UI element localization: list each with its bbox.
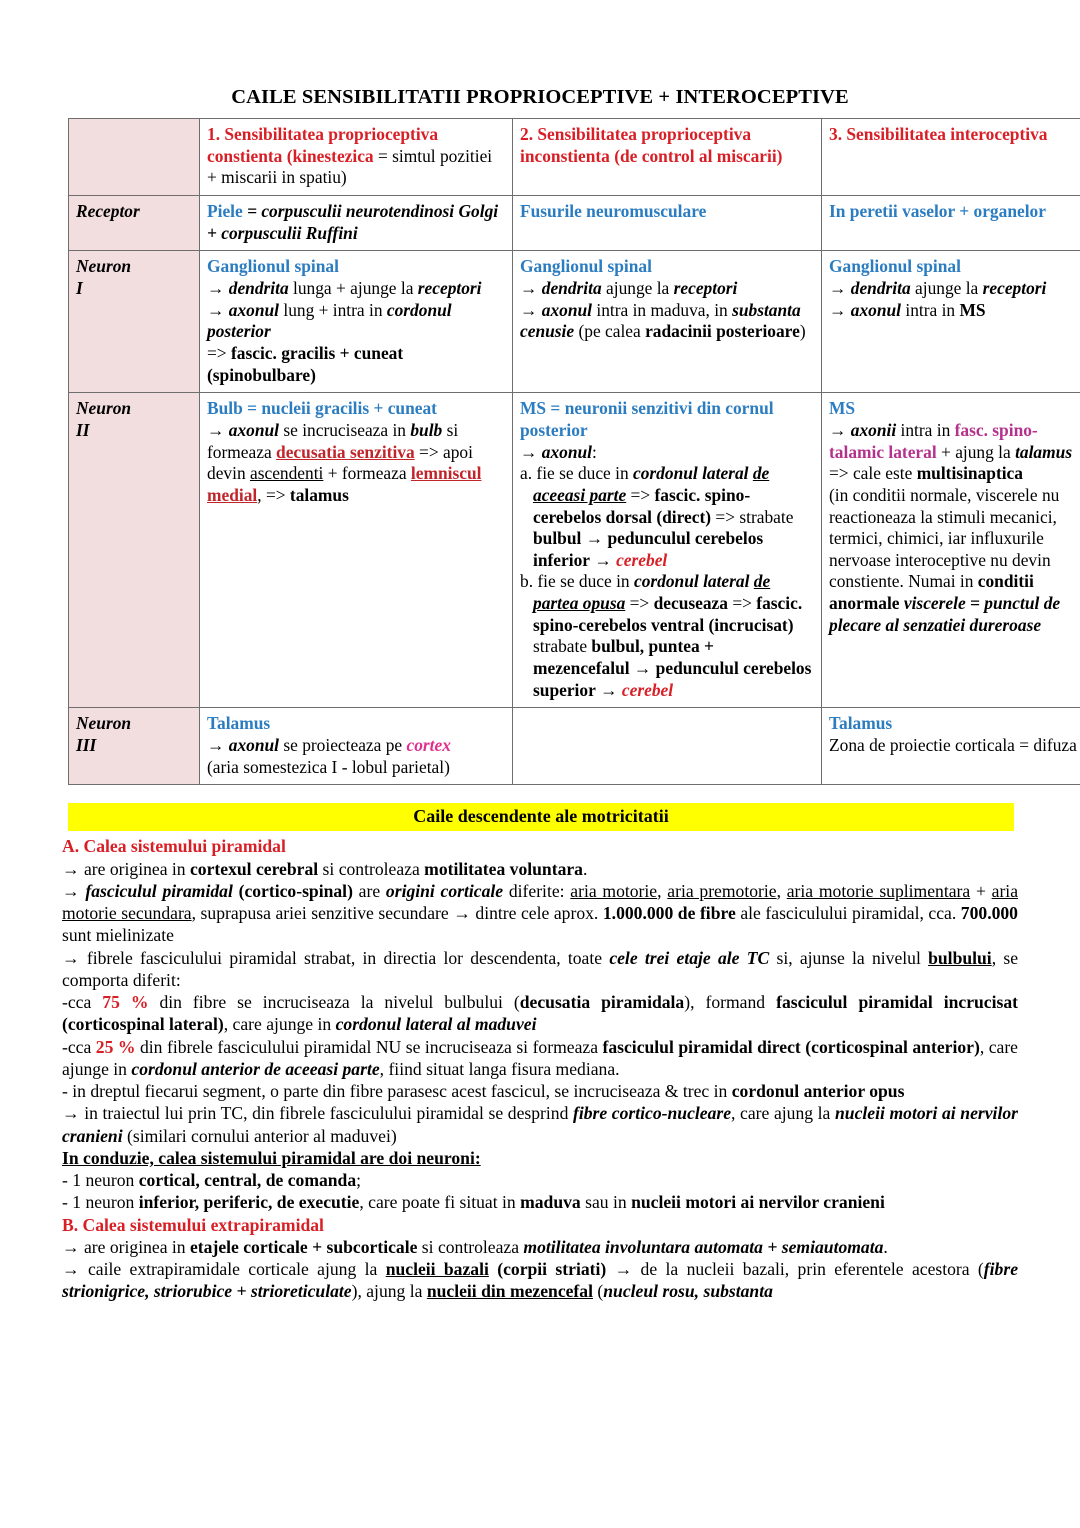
neuron-iii-col3 (822, 708, 1080, 785)
conclusion-text: In conduzie, calea sistemului piramidal are doi neuroni: (62, 1147, 481, 1168)
receptor-col2 (513, 195, 822, 250)
para-a1: → are originea in cortexul cerebral si controleaza motilitatea voluntara. (62, 858, 588, 879)
neuron-ii-col1-body: → axonul se incruciseaza in bulb si formeaza decusatia senzitiva => apoi devin ascendenti + formeaza lemniscul medial, => talamus (207, 419, 482, 505)
rowhead-neuron-ii (69, 393, 200, 708)
neuron-ii-col2-la: a. fie se duce in cordonul lateral de aceeasi parte => fascic. spino-cerebelos dorsal (direct) => strabate bulbul → pedunculul cerebelos inferior → cerebel (520, 463, 794, 570)
neuron-i-col2-blue: Ganglionul spinal (520, 256, 652, 277)
table-row-neuron-ii (69, 393, 1080, 708)
bullet-a3: - in dreptul fiecarui segment, o parte din fibre parasesc acest fascicul, se incruciseaza & trec in cordonul anterior opus (62, 1081, 905, 1102)
receptor-col1 (200, 195, 513, 250)
receptor-col3-blue: In peretii vaselor + organelor (829, 200, 1046, 221)
rowhead-neuron-iii-word: Neuron (76, 713, 132, 734)
para-a2: → fasciculul piramidal (cortico-spinal) are origini corticale diferite: aria motorie, aria premotorie, aria motorie suplimentara + aria motorie secundara, suprapusa ariei senzitive secundare → dintre cele aprox. 1.000.000 de fibre ale fasciculului piramidal, cca. 700.000 sunt mielinizate (62, 880, 1019, 946)
neuron-i-col3-l1: → dendrita ajunge la receptori (829, 277, 1047, 298)
neuron-iii-col1-l2: (aria somestezica I - lobul parietal) (207, 756, 450, 777)
rowhead-neuron-i (69, 251, 200, 393)
receptor-col3 (822, 195, 1080, 250)
neuron-ii-col1 (200, 393, 513, 708)
neuron-i-col1 (200, 251, 513, 393)
neuron-iii-col1 (200, 708, 513, 785)
neuron-ii-col3 (822, 393, 1080, 708)
rowhead-neuron-ii-word: Neuron (76, 398, 132, 419)
header-cell-col1 (200, 119, 513, 196)
receptor-col1-blue: Piele (207, 200, 243, 221)
neuron-iii-col2 (513, 708, 822, 785)
neuron-i-col1-l2: → axonul lung + intra in cordonul posterior (207, 299, 452, 342)
table-corner-cell (69, 119, 200, 196)
neuron-ii-col3-l2: (in conditii normale, viscerele nu reactioneaza la stimuli mecanici, termici, chimici, iar influxurile nervoase interoceptive nu devin constiente. Numai in conditii anormale viscerele = punctul de plecare al senzatiei dureroase (829, 484, 1061, 635)
neuron-ii-col3-blue: MS (829, 398, 856, 419)
neuron-i-col3-l2: → axonul intra in MS (829, 299, 986, 320)
rowhead-neuron-ii-num: II (76, 419, 90, 440)
table-header-row (69, 119, 1080, 196)
col1-title-plain: = simtul pozitiei + miscarii in spatiu) (207, 145, 493, 188)
table-row-receptor (69, 195, 1080, 250)
neuron-ii-col1-blue: Bulb = nucleii gracilis + cuneat (207, 398, 437, 419)
header-cell-col3 (822, 119, 1080, 196)
neuron-ii-col2-lb: b. fie se duce in cordonul lateral de partea opusa => decuseaza => fascic. spino-cerebelos ventral (incrucisat) strabate bulbul, puntea + mezencefalul → pedunculul cerebelos superior → cerebel (520, 571, 812, 700)
neuron-i-col1-l3: => fascic. gracilis + cuneat (spinobulbare) (207, 342, 404, 385)
neuron-iii-col1-l1: → axonul se proiecteaza pe cortex (207, 735, 451, 756)
neuron-i-col2-l1: → dendrita ajunge la receptori (520, 277, 738, 298)
header-cell-col2 (513, 119, 822, 196)
neuron-iii-col3-l1: Zona de proiectie corticala = difuza (829, 735, 1077, 756)
neuron-ii-col3-l1: → axonii intra in fasc. spino-talamic lateral + ajung la talamus => cale este multisinaptica (829, 419, 1073, 484)
table-row-neuron-iii (69, 708, 1080, 785)
neuron-i-col2 (513, 251, 822, 393)
para-b2: → caile extrapiramidale corticale ajung la nucleii bazali (corpii striati) → de la nucleii bazali, prin eferentele acestora (fibre strionigrice, striorubice + strioreticulate), ajung la nucleii din mezencefal (nucleul rosu, substanta (62, 1259, 1018, 1302)
rowhead-neuron-i-word: Neuron (76, 256, 132, 277)
neuron-ii-col2 (513, 393, 822, 708)
section-banner: Caile descendente ale motricitatii (68, 803, 1014, 831)
para-a4: → in traiectul lui prin TC, din fibrele fasciculului piramidal se desprind fibre cortico-nucleare, care ajung la nucleii motori ai nervilor cranieni (similari cornului anterior al maduvei) (62, 1103, 1018, 1146)
page-title: CAILE SENSIBILITATII PROPRIOCEPTIVE + INTEROCEPTIVE (231, 86, 849, 108)
neuron-i-col1-l1: → dendrita lunga + ajunge la receptori (207, 277, 482, 298)
col2-title-red: 2. Sensibilitatea proprioceptiva inconstienta (de control al miscarii) (520, 124, 783, 166)
neuron-i-col1-blue: Ganglionul spinal (207, 256, 339, 277)
table-row-neuron-i (69, 251, 1080, 393)
bullet-a2: -cca 25 % din fibrele fasciculului piramidal NU se incruciseaza si formeaza fasciculul piramidal direct (corticospinal anterior), care ajunge in cordonul anterior de aceeasi parte, fiind situat langa fisura mediana. (62, 1036, 1018, 1079)
sensibility-pathways-table (68, 118, 1080, 785)
neuron-i-col3-blue: Ganglionul spinal (829, 256, 961, 277)
heading-a: A. Calea sistemului piramidal (62, 836, 286, 857)
rowhead-receptor: Receptor (69, 195, 200, 250)
para-a-n2: - 1 neuron inferior, periferic, de executie, care poate fi situat in maduva sau in nucleii motori ai nervilor cranieni (62, 1192, 885, 1213)
neuron-i-col2-l2: → axonul intra in maduva, in substanta cenusie (pe calea radacinii posterioare) (520, 299, 806, 342)
rowhead-neuron-iii-num: III (76, 735, 97, 756)
neuron-ii-col2-blue: MS = neuronii senzitivi din cornul posterior (520, 398, 774, 440)
para-b1: → are originea in etajele corticale + subcorticale si controleaza motilitatea involuntara automata + semiautomata. (62, 1236, 888, 1257)
body-text (62, 835, 1018, 1302)
para-a-n1: - 1 neuron cortical, central, de comanda; (62, 1170, 362, 1191)
col1-title-red: 1. Sensibilitatea proprioceptiva constienta (kinestezica (207, 124, 439, 166)
para-a-conclusion (62, 1147, 1018, 1169)
neuron-iii-col3-blue: Talamus (829, 713, 893, 734)
heading-b: B. Calea sistemului extrapiramidal (62, 1214, 324, 1235)
receptor-col2-blue: Fusurile neuromusculare (520, 200, 707, 221)
rowhead-neuron-iii (69, 708, 200, 785)
neuron-ii-col2-l0: → axonul: (520, 441, 597, 462)
neuron-i-col3 (822, 251, 1080, 393)
receptor-col1-rest: = corpusculii neurotendinosi Golgi + corpusculii Ruffini (207, 200, 499, 243)
para-a3: → fibrele fasciculului piramidal strabat, in directia lor descendenta, toate cele trei etaje ale TC si, ajunse la nivelul bulbului, se comporta diferit: (62, 947, 1019, 990)
col3-title-red: 3. Sensibilitatea interoceptiva (829, 124, 1048, 144)
bullet-a1: -cca 75 % din fibre se incruciseaza la nivelul bulbului (decusatia piramidala), formand fasciculul piramidal incrucisat (corticospinal lateral), care ajunge in cordonul lateral al maduvei (62, 992, 1018, 1035)
neuron-iii-col1-blue: Talamus (207, 713, 271, 734)
rowhead-neuron-i-num: I (76, 277, 83, 298)
